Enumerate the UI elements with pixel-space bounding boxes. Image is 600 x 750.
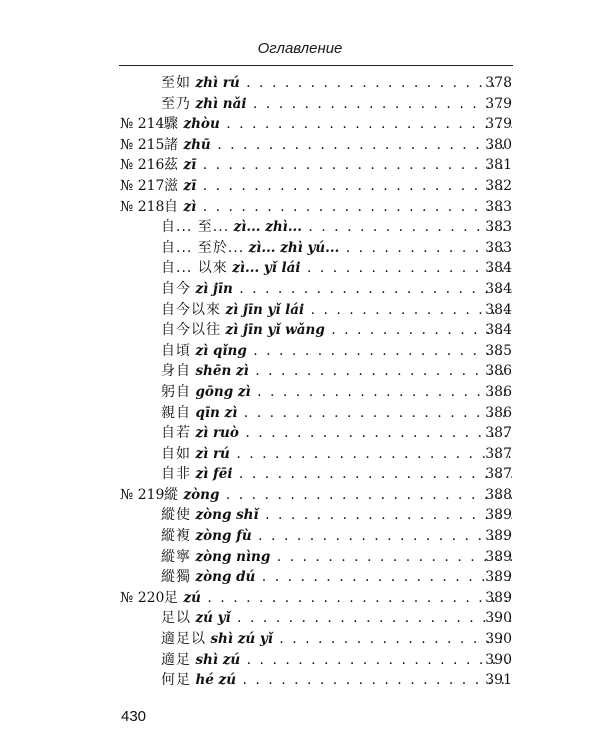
toc-entry	[0, 341, 600, 362]
toc-entry	[0, 650, 600, 671]
entry-page-value: 386	[485, 383, 512, 400]
table-of-contents	[0, 73, 600, 691]
entry-pinyin: zòng nìng	[195, 548, 271, 565]
entry-page-value: 390	[485, 631, 512, 648]
entry-page-value: 389	[485, 569, 512, 586]
entry-hanzi: 驟	[164, 116, 179, 133]
entry-hanzi: 茲	[164, 157, 179, 174]
toc-entry	[0, 135, 600, 156]
entry-page-value: 383	[485, 239, 512, 256]
entry-pinyin: zhū	[183, 136, 211, 153]
entry-pinyin: zì... zhì...	[233, 219, 302, 236]
toc-entry	[0, 94, 600, 115]
entry-page-value: 389	[485, 548, 512, 565]
entry-hanzi: 縱使	[161, 507, 191, 524]
entry-hanzi: 何足	[161, 672, 191, 689]
entry-title	[161, 258, 512, 279]
entry-page-value: 390	[485, 610, 512, 627]
toc-entry	[0, 608, 600, 629]
entry-title	[161, 650, 512, 671]
entry-page-value: 384	[485, 280, 512, 297]
entry-hanzi: 縱	[164, 486, 179, 503]
entry-page-value: 383	[485, 198, 512, 215]
entry-pinyin: zì ruò	[195, 425, 239, 442]
toc-entry	[0, 567, 600, 588]
entry-title	[161, 547, 512, 568]
entry-page-value: 387	[485, 466, 512, 483]
entry-hanzi: 自... 至於...	[161, 239, 245, 256]
entry-pinyin: zòng fù	[195, 528, 252, 545]
entry-pinyin: shì zú	[195, 651, 241, 668]
entry-number: № 216	[120, 157, 165, 174]
entry-pinyin: zì	[183, 198, 197, 215]
entry-hanzi: 自若	[161, 425, 191, 442]
entry-hanzi: 身自	[161, 363, 191, 380]
entry-title	[161, 341, 512, 362]
entry-title	[161, 608, 512, 629]
entry-title	[161, 423, 512, 444]
entry-pinyin: zì jīn yǐ wǎng	[225, 322, 325, 339]
entry-pinyin: zì qǐng	[195, 342, 247, 359]
entry-title	[161, 382, 512, 403]
entry-pinyin: zòng dú	[195, 569, 256, 586]
toc-entry	[0, 361, 600, 382]
entry-title	[161, 238, 512, 259]
entry-pinyin: zhòu	[183, 116, 220, 133]
entry-pinyin: shì zú yǐ	[210, 631, 273, 648]
entry-title	[164, 155, 512, 176]
entry-hanzi: 足	[164, 589, 179, 606]
entry-hanzi: 自... 以來	[161, 260, 228, 277]
entry-pinyin: zì... yǐ lái	[232, 260, 301, 277]
entry-hanzi: 諸	[164, 136, 179, 153]
entry-hanzi: 自頃	[161, 342, 191, 359]
entry-pinyin: zì jīn yǐ lái	[225, 301, 305, 318]
entry-pinyin: zòng	[183, 486, 220, 503]
entry-pinyin: zì rú	[195, 445, 230, 462]
toc-entry	[0, 73, 600, 94]
entry-pinyin: zòng shǐ	[195, 507, 259, 524]
entry-hanzi: 親自	[161, 404, 191, 421]
entry-page-value: 379	[485, 95, 512, 112]
entry-page-value: 387	[485, 445, 512, 462]
entry-page-value: 391	[485, 672, 512, 689]
toc-entry	[0, 217, 600, 238]
entry-number: № 219	[120, 486, 165, 503]
toc-entry	[0, 485, 600, 506]
entry-pinyin: zì fēi	[195, 466, 233, 483]
entry-pinyin: zhì nǎi	[195, 95, 247, 112]
entry-hanzi: 自... 至...	[161, 219, 230, 236]
entry-title	[161, 94, 512, 115]
page-number: 430	[121, 708, 147, 725]
toc-entry	[0, 176, 600, 197]
toc-entry	[0, 279, 600, 300]
entry-page-value: 384	[485, 260, 512, 277]
entry-title	[164, 485, 512, 506]
entry-title	[161, 403, 512, 424]
entry-pinyin: zī	[183, 157, 197, 174]
toc-entry	[0, 629, 600, 650]
toc-entry	[0, 258, 600, 279]
entry-title	[161, 320, 512, 341]
entry-hanzi: 適足以	[161, 631, 206, 648]
toc-entry	[0, 423, 600, 444]
entry-hanzi: 自今以往	[161, 322, 221, 339]
toc-entry	[0, 505, 600, 526]
entry-hanzi: 自今	[161, 280, 191, 297]
entry-title	[161, 567, 512, 588]
entry-number: № 217	[120, 177, 165, 194]
entry-hanzi: 躬自	[161, 383, 191, 400]
toc-entry	[0, 300, 600, 321]
entry-title	[164, 588, 512, 609]
entry-title	[164, 135, 512, 156]
entry-page-value: 389	[485, 589, 512, 606]
entry-page-value: 378	[485, 75, 512, 91]
entry-pinyin: shēn zì	[195, 363, 249, 380]
entry-page-value: 387	[485, 425, 512, 442]
entry-title	[161, 629, 512, 650]
entry-page-value: 384	[485, 301, 512, 318]
entry-page-value: 390	[485, 651, 512, 668]
entry-hanzi: 適足	[161, 651, 191, 668]
entry-hanzi: 縱複	[161, 528, 191, 545]
entry-page-value: 389	[485, 507, 512, 524]
entry-title	[161, 505, 512, 526]
entry-title	[164, 114, 512, 135]
entry-pinyin: gōng zì	[195, 383, 251, 400]
entry-hanzi: 縱獨	[161, 569, 191, 586]
entry-hanzi: 足以	[161, 610, 191, 627]
entry-pinyin: qīn zì	[195, 404, 238, 421]
entry-pinyin: zì... zhì yú...	[248, 239, 340, 256]
running-header: Оглавление	[257, 40, 343, 57]
toc-entry	[0, 403, 600, 424]
entry-page-value: 389	[485, 528, 512, 545]
entry-title	[161, 526, 512, 547]
toc-entry	[0, 526, 600, 547]
entry-page-value: 381	[485, 157, 512, 174]
entry-page-value: 380	[485, 136, 512, 153]
entry-page-value: 385	[485, 342, 512, 359]
entry-title	[164, 176, 512, 197]
header-rule	[119, 65, 513, 66]
entry-page-value: 388	[485, 486, 512, 503]
entry-title	[164, 197, 512, 218]
entry-page-value: 382	[485, 177, 512, 194]
entry-page-value: 386	[485, 363, 512, 380]
entry-pinyin: zhì rú	[195, 75, 240, 91]
entry-title	[161, 73, 512, 94]
entry-hanzi: 至乃	[161, 95, 191, 112]
toc-entry	[0, 670, 600, 691]
entry-hanzi: 自	[164, 198, 179, 215]
toc-entry	[0, 114, 600, 135]
entry-page-value: 383	[485, 219, 512, 236]
entry-hanzi: 至如	[161, 75, 191, 91]
entry-title	[161, 444, 512, 465]
entry-title	[161, 464, 512, 485]
entry-hanzi: 縱寧	[161, 548, 191, 565]
toc-entry	[0, 588, 600, 609]
toc-entry	[0, 197, 600, 218]
entry-pinyin: zì jīn	[195, 280, 233, 297]
entry-hanzi: 自如	[161, 445, 191, 462]
entry-page-value: 379	[485, 116, 512, 133]
entry-pinyin: zú	[183, 589, 201, 606]
entry-title	[161, 300, 512, 321]
entry-hanzi: 滋	[164, 177, 179, 194]
entry-number: № 218	[120, 198, 165, 215]
toc-entry	[0, 155, 600, 176]
entry-number: № 215	[120, 136, 165, 153]
entry-hanzi: 自今以來	[161, 301, 221, 318]
toc-entry	[0, 238, 600, 259]
entry-pinyin: zī	[183, 177, 197, 194]
entry-title	[161, 217, 512, 238]
toc-entry	[0, 382, 600, 403]
entry-number: № 214	[120, 116, 165, 133]
entry-title	[161, 670, 512, 691]
toc-entry	[0, 320, 600, 341]
entry-pinyin: hé zú	[195, 672, 237, 689]
entry-hanzi: 自非	[161, 466, 191, 483]
entry-page-value: 386	[485, 404, 512, 421]
entry-title	[161, 361, 512, 382]
toc-entry	[0, 444, 600, 465]
toc-entry	[0, 464, 600, 485]
entry-page-value: 384	[485, 322, 512, 339]
entry-pinyin: zú yǐ	[195, 610, 231, 627]
entry-number: № 220	[120, 589, 165, 606]
toc-entry	[0, 547, 600, 568]
entry-title	[161, 279, 512, 300]
